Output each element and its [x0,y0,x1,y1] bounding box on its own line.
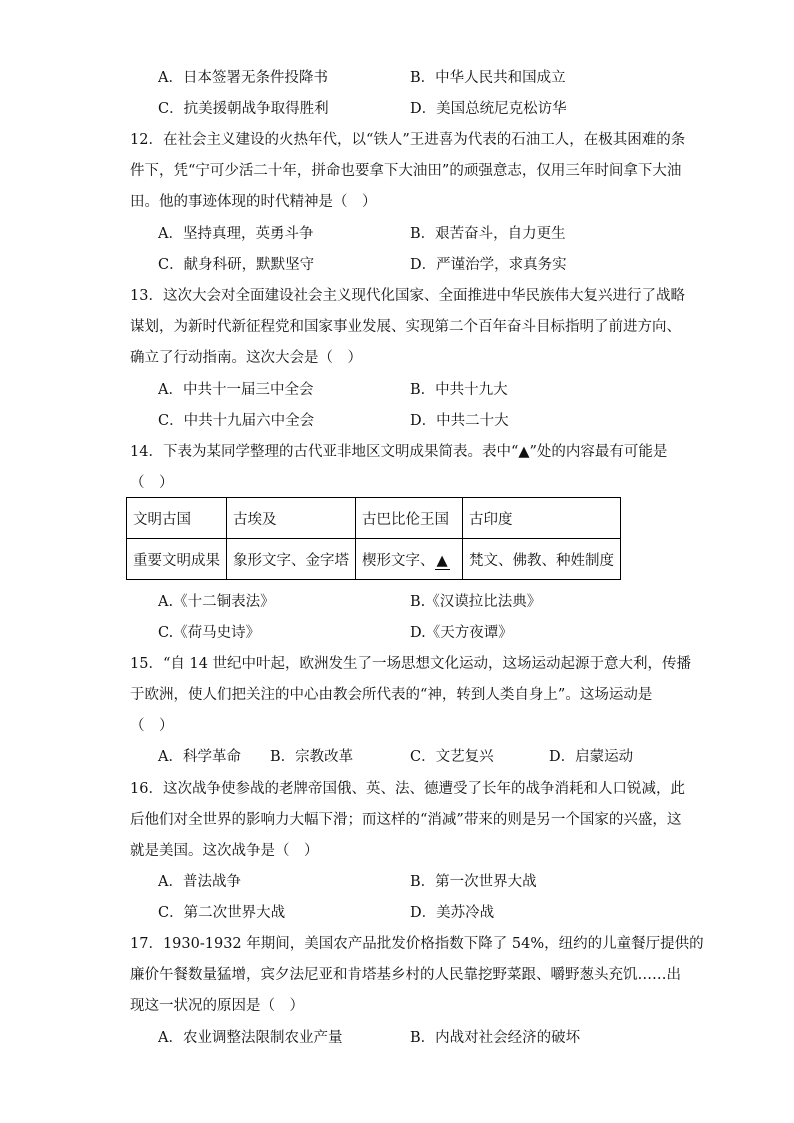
q16-stem-line-1: 16．这次战争使参战的老牌帝国俄、英、法、德遭受了长年的战争消耗和人口锐减，此 [130,781,685,797]
blank-triangle: ▲ [436,552,448,569]
q15-option-a: A．科学革命 [158,749,241,765]
table-header-cell: 古埃及 [227,498,356,539]
q11-option-a: A．日本签署无条件投降书 [158,70,328,86]
table-row-label: 重要文明成果 [127,539,227,580]
q16-stem-line-3: 就是美国。这次战争是（ ） [130,843,319,859]
q16-option-d: D．美苏冷战 [410,905,495,921]
q11-option-b: B．中华人民共和国成立 [410,70,566,86]
q15-stem-line-1: 15．“自 14 世纪中叶起，欧洲发生了一场思想文化运动，这场运动起源于意大利，传播 [130,656,692,672]
q16-stem-line-2: 后他们对全世界的影响力大幅下滑；而这样的“消减”带来的则是另一个国家的兴盛，这 [130,812,682,828]
q12-option-b: B．艰苦奋斗，自力更生 [410,226,566,242]
q12-option-d: D．严谨治学，求真务实 [410,257,567,273]
table-cell-egypt: 象形文字、金字塔 [227,539,356,580]
table-header-cell: 古巴比伦王国 [356,498,463,539]
q13-option-d: D．中共二十大 [410,413,509,429]
q13-option-c: C．中共十九届六中全会 [158,413,315,429]
q15-stem-line-3: （ ） [130,718,174,734]
q15-option-b: B．宗教改革 [270,749,354,765]
q11-option-d: D．美国总统尼克松访华 [410,101,567,117]
q13-stem-line-2: 谋划，为新时代新征程党和国家事业发展、实现第二个百年奋斗目标指明了前进方向、 [130,319,681,335]
q12-option-a: A．坚持真理，英勇斗争 [158,226,314,242]
q14-option-a: A.《十二铜表法》 [158,594,275,610]
q12-option-c: C．献身科研，默默坚守 [158,257,315,273]
q13-option-a: A．中共十一届三中全会 [158,382,314,398]
q17-option-b: B．内战对社会经济的破坏 [410,1030,581,1046]
babylon-text: 楔形文字、 [362,552,435,569]
q16-option-a: A．普法战争 [158,874,241,890]
q17-stem-line-3: 现这一状况的原因是（ ） [130,998,304,1014]
q14-option-c: C.《荷马史诗》 [158,625,261,641]
q14-stem-line-1: 14．下表为某同学整理的古代亚非地区文明成果简表。表中“▲”处的内容最有可能是 [130,444,668,460]
q12-stem-line-2: 件下，凭“宁可少活二十年，拼命也要拿下大油田”的顽强意志，仅用三年时间拿下大油 [130,163,682,179]
table-cell-india: 梵文、佛教、种姓制度 [463,539,621,580]
q12-stem-line-1: 12．在社会主义建设的火热年代，以“铁人”王进喜为代表的石油工人，在极其困难的条 [130,132,686,148]
q17-stem-line-2: 廉价午餐数量猛增，宾夕法尼亚和肯塔基乡村的人民靠挖野菜跟、嚼野葱头充饥……出 [130,967,681,983]
table-cell-babylon [356,539,463,580]
q13-stem-line-1: 13．这次大会对全面建设社会主义现代化国家、全面推进中华民族伟大复兴进行了战略 [130,288,685,304]
q16-option-b: B．第一次世界大战 [410,874,537,890]
q12-stem-line-3: 田。他的事迹体现的时代精神是（ ） [130,194,377,210]
q13-option-b: B．中共十九大 [410,382,508,398]
table-header-cell: 古印度 [463,498,621,539]
civilization-table [126,497,621,580]
q14-option-d: D.《天方夜谭》 [410,625,513,641]
q13-stem-line-3: 确立了行动指南。这次大会是（ ） [130,350,362,366]
q17-stem-line-1: 17．1930-1932 年期间，美国农产品批发价格指数下降了 54%，纽约的儿童餐厅提供的 [130,936,704,952]
q15-option-d: D．启蒙运动 [549,749,634,765]
table-header-cell: 文明古国 [127,498,227,539]
q16-option-c: C．第二次世界大战 [158,905,286,921]
q11-option-c: C．抗美援朝战争取得胜利 [158,101,329,117]
q14-stem-line-2: （ ） [130,475,174,491]
q15-option-c: C．文艺复兴 [410,749,494,765]
table-row [127,498,621,539]
table-row [127,539,621,580]
q17-option-a: A．农业调整法限制农业产量 [158,1030,343,1046]
q14-option-b: B.《汉谟拉比法典》 [410,594,542,610]
q15-stem-line-2: 于欧洲，使人们把关注的中心由教会所代表的“神，转到人类自身上”。这场运动是 [130,687,653,703]
